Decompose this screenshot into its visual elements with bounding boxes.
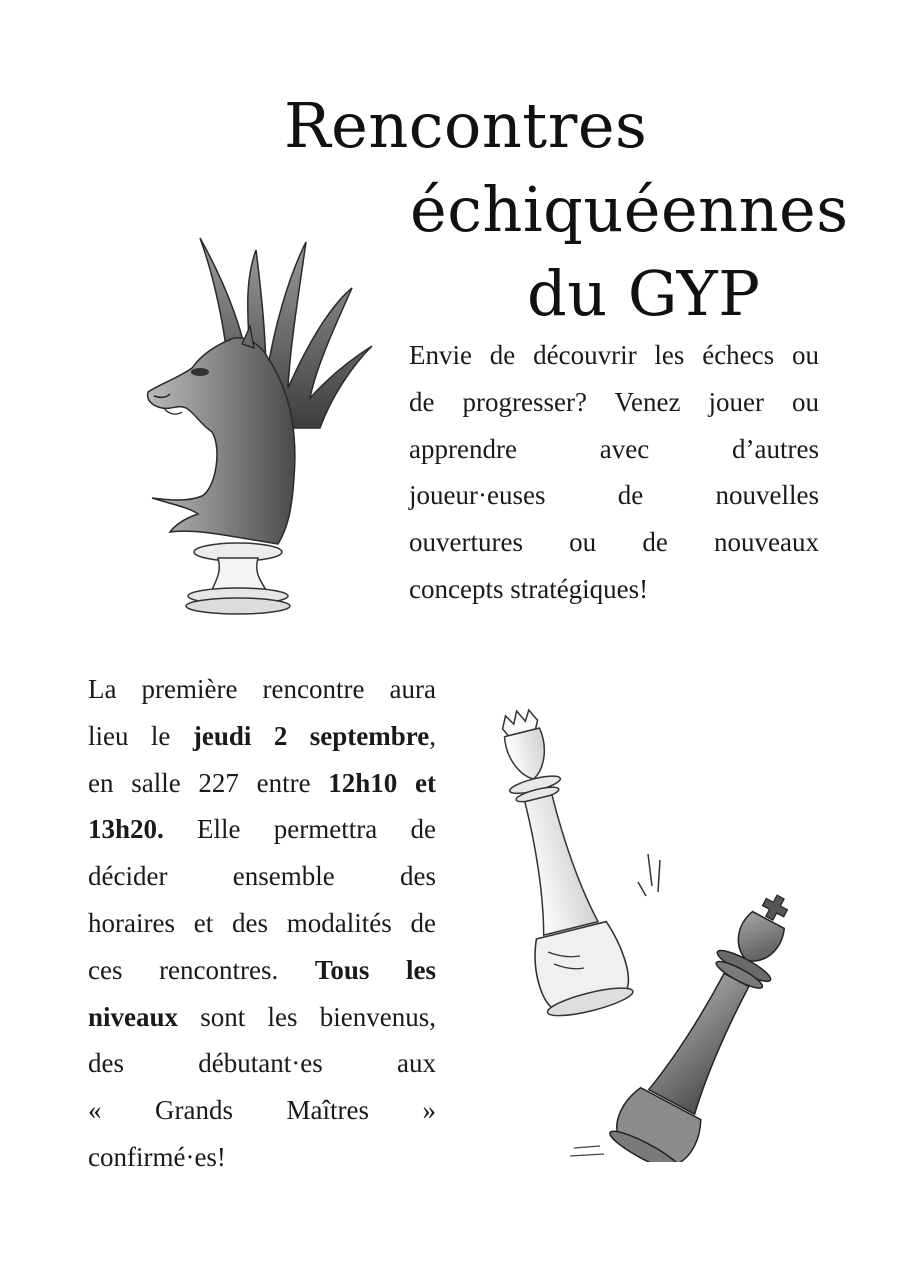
details-line <box>88 806 436 853</box>
text-segment: en salle 227 entre <box>88 767 329 798</box>
time-highlight: 12h10 et <box>328 767 436 798</box>
time-highlight: 13h20. <box>88 814 164 845</box>
title-line-2: échiquéennes <box>410 173 849 246</box>
intro-paragraph <box>409 332 819 613</box>
details-paragraph <box>88 666 436 1181</box>
details-line <box>88 994 436 1041</box>
details-line: confirmé·es! <box>88 1141 226 1172</box>
details-line <box>88 713 436 760</box>
details-line: La première rencontre aura <box>88 674 436 704</box>
levels-highlight: niveaux <box>88 1001 179 1032</box>
intro-line: Envie de découvrir les échecs ou <box>409 340 819 370</box>
intro-line: apprendre avec d’autres <box>409 433 819 464</box>
text-segment: Elle permettra de <box>163 814 436 845</box>
levels-highlight: Tous les <box>314 954 436 985</box>
text-segment: ces rencontres. <box>88 954 315 985</box>
details-line: des débutant·es aux <box>88 1048 436 1079</box>
details-line <box>88 760 436 807</box>
details-line: décider ensemble des <box>88 861 436 892</box>
date-highlight: jeudi 2 septembre <box>192 720 430 751</box>
title-line-3: du GYP <box>527 257 761 330</box>
details-line <box>88 947 436 994</box>
details-line: « Grands Maîtres » <box>88 1095 436 1126</box>
intro-line: concepts stratégiques! <box>409 573 649 604</box>
text-segment: , <box>429 720 436 751</box>
title-line-1: Rencontres <box>284 89 648 162</box>
intro-line: ouvertures ou de nouveaux <box>409 527 819 558</box>
queen-king-illustration-icon <box>488 686 828 1162</box>
text-segment: sont les bienvenus, <box>178 1001 436 1032</box>
text-segment: lieu le <box>88 720 193 751</box>
knight-illustration-icon <box>138 228 378 620</box>
intro-line: de progresser? Venez jouer ou <box>409 386 819 417</box>
intro-line: joueur·euses de nouvelles <box>409 480 819 511</box>
details-line: horaires et des modalités de <box>88 907 436 938</box>
